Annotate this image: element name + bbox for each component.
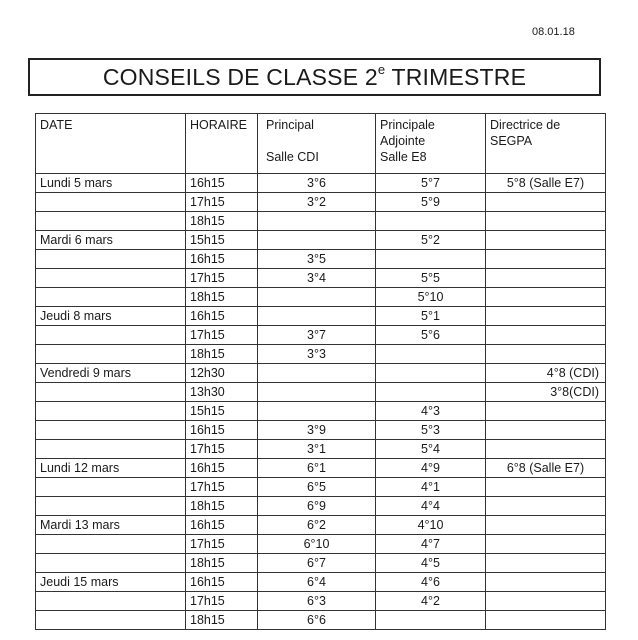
cell-principal — [258, 231, 376, 250]
cell-principal: 6°1 — [258, 459, 376, 478]
cell-directrice — [486, 440, 606, 459]
header-horaire — [186, 114, 258, 174]
cell-principale-adjointe — [376, 364, 486, 383]
cell-directrice — [486, 269, 606, 288]
cell-directrice — [486, 554, 606, 573]
cell-horaire: 16h15 — [186, 250, 258, 269]
cell-date — [36, 592, 186, 611]
header-date-label: DATE — [40, 118, 73, 132]
cell-directrice — [486, 231, 606, 250]
page-title — [103, 64, 526, 90]
table-row — [36, 611, 606, 630]
header-dir-line1: Directrice de — [490, 118, 561, 132]
cell-directrice — [486, 307, 606, 326]
header-directrice — [486, 114, 606, 174]
header-horaire-label: HORAIRE — [190, 118, 247, 132]
header-date — [36, 114, 186, 174]
cell-directrice: 4°8 (CDI) — [486, 364, 606, 383]
cell-principal — [258, 307, 376, 326]
cell-date — [36, 497, 186, 516]
cell-directrice: 3°8(CDI) — [486, 383, 606, 402]
cell-principal: 3°7 — [258, 326, 376, 345]
document-date: 08.01.18 — [532, 26, 575, 38]
cell-principal: 3°1 — [258, 440, 376, 459]
cell-principale-adjointe: 5°7 — [376, 174, 486, 193]
cell-horaire: 17h15 — [186, 326, 258, 345]
header-pa-line1: Principale — [380, 118, 435, 132]
cell-principale-adjointe: 4°4 — [376, 497, 486, 516]
table-row — [36, 535, 606, 554]
table-row — [36, 269, 606, 288]
cell-date — [36, 250, 186, 269]
cell-directrice — [486, 592, 606, 611]
cell-principal: 6°5 — [258, 478, 376, 497]
cell-principal: 3°9 — [258, 421, 376, 440]
cell-principale-adjointe — [376, 383, 486, 402]
table-row — [36, 459, 606, 478]
cell-principale-adjointe — [376, 250, 486, 269]
cell-horaire: 18h15 — [186, 497, 258, 516]
cell-principal: 3°4 — [258, 269, 376, 288]
cell-horaire: 18h15 — [186, 611, 258, 630]
cell-directrice — [486, 212, 606, 231]
cell-date — [36, 345, 186, 364]
cell-principal: 3°6 — [258, 174, 376, 193]
cell-date: Mardi 6 mars — [36, 231, 186, 250]
cell-horaire: 16h15 — [186, 516, 258, 535]
cell-horaire: 18h15 — [186, 212, 258, 231]
cell-principal: 6°3 — [258, 592, 376, 611]
table-row — [36, 554, 606, 573]
cell-date — [36, 554, 186, 573]
cell-principale-adjointe: 4°5 — [376, 554, 486, 573]
table-row — [36, 421, 606, 440]
table-row — [36, 307, 606, 326]
table-row — [36, 440, 606, 459]
cell-directrice — [486, 326, 606, 345]
cell-directrice — [486, 250, 606, 269]
cell-principal: 6°6 — [258, 611, 376, 630]
cell-principale-adjointe: 4°7 — [376, 535, 486, 554]
table-row — [36, 250, 606, 269]
table-row — [36, 364, 606, 383]
cell-horaire: 18h15 — [186, 288, 258, 307]
cell-directrice — [486, 516, 606, 535]
cell-date: Vendredi 9 mars — [36, 364, 186, 383]
cell-principal: 6°9 — [258, 497, 376, 516]
cell-horaire: 17h15 — [186, 440, 258, 459]
cell-directrice — [486, 288, 606, 307]
cell-date: Jeudi 8 mars — [36, 307, 186, 326]
table-row — [36, 497, 606, 516]
cell-principale-adjointe: 5°9 — [376, 193, 486, 212]
table-row — [36, 402, 606, 421]
cell-principal: 6°7 — [258, 554, 376, 573]
cell-principale-adjointe: 5°6 — [376, 326, 486, 345]
cell-horaire: 15h15 — [186, 402, 258, 421]
cell-principale-adjointe: 4°9 — [376, 459, 486, 478]
cell-directrice — [486, 345, 606, 364]
cell-principale-adjointe: 5°3 — [376, 421, 486, 440]
header-pa-room: Salle E8 — [380, 150, 427, 164]
cell-horaire: 16h15 — [186, 459, 258, 478]
header-principale-adjointe — [376, 114, 486, 174]
table-row — [36, 326, 606, 345]
cell-date: Jeudi 15 mars — [36, 573, 186, 592]
header-pa-line2: Adjointe — [380, 134, 426, 148]
cell-horaire: 16h15 — [186, 421, 258, 440]
cell-principal — [258, 383, 376, 402]
cell-horaire: 16h15 — [186, 307, 258, 326]
table-header-row — [36, 114, 606, 174]
schedule-body — [36, 174, 606, 630]
table-row — [36, 516, 606, 535]
table-row — [36, 288, 606, 307]
cell-directrice — [486, 478, 606, 497]
cell-principal — [258, 212, 376, 231]
cell-directrice — [486, 573, 606, 592]
table-row — [36, 573, 606, 592]
cell-principal: 3°2 — [258, 193, 376, 212]
cell-principale-adjointe — [376, 611, 486, 630]
cell-principale-adjointe: 5°5 — [376, 269, 486, 288]
cell-principal — [258, 288, 376, 307]
cell-principal: 3°3 — [258, 345, 376, 364]
title-main: CONSEILS DE CLASSE 2 — [102, 64, 378, 90]
cell-principale-adjointe: 5°10 — [376, 288, 486, 307]
cell-horaire: 12h30 — [186, 364, 258, 383]
table-row — [36, 193, 606, 212]
cell-horaire: 16h15 — [186, 174, 258, 193]
cell-horaire: 17h15 — [186, 478, 258, 497]
cell-directrice — [486, 535, 606, 554]
cell-date — [36, 212, 186, 231]
cell-principal: 6°10 — [258, 535, 376, 554]
header-principal — [258, 114, 376, 174]
cell-principale-adjointe: 5°2 — [376, 231, 486, 250]
table-row — [36, 212, 606, 231]
cell-principale-adjointe: 4°10 — [376, 516, 486, 535]
cell-directrice: 6°8 (Salle E7) — [486, 459, 606, 478]
cell-date — [36, 440, 186, 459]
cell-directrice — [486, 421, 606, 440]
cell-principale-adjointe: 4°3 — [376, 402, 486, 421]
table-row — [36, 231, 606, 250]
cell-horaire: 17h15 — [186, 193, 258, 212]
table-row — [36, 478, 606, 497]
cell-date — [36, 421, 186, 440]
cell-principale-adjointe: 5°4 — [376, 440, 486, 459]
cell-horaire: 15h15 — [186, 231, 258, 250]
cell-date — [36, 326, 186, 345]
cell-principal: 3°5 — [258, 250, 376, 269]
cell-horaire: 18h15 — [186, 554, 258, 573]
cell-date — [36, 288, 186, 307]
cell-horaire: 16h15 — [186, 573, 258, 592]
cell-horaire: 18h15 — [186, 345, 258, 364]
cell-date — [36, 535, 186, 554]
cell-principal — [258, 364, 376, 383]
cell-directrice — [486, 402, 606, 421]
cell-principale-adjointe: 4°1 — [376, 478, 486, 497]
cell-horaire: 13h30 — [186, 383, 258, 402]
table-row — [36, 383, 606, 402]
cell-directrice — [486, 497, 606, 516]
cell-date: Lundi 5 mars — [36, 174, 186, 193]
cell-directrice: 5°8 (Salle E7) — [486, 174, 606, 193]
cell-horaire: 17h15 — [186, 535, 258, 554]
cell-date — [36, 193, 186, 212]
cell-date — [36, 383, 186, 402]
schedule-table — [35, 113, 606, 630]
cell-principale-adjointe: 4°2 — [376, 592, 486, 611]
cell-directrice — [486, 611, 606, 630]
header-principal-title: Principal — [266, 118, 314, 132]
cell-horaire: 17h15 — [186, 269, 258, 288]
cell-date — [36, 611, 186, 630]
cell-date — [36, 478, 186, 497]
title-box — [28, 58, 601, 96]
cell-principal — [258, 402, 376, 421]
table-row — [36, 592, 606, 611]
cell-principal: 6°2 — [258, 516, 376, 535]
cell-date — [36, 402, 186, 421]
cell-principale-adjointe: 5°1 — [376, 307, 486, 326]
cell-principale-adjointe: 4°6 — [376, 573, 486, 592]
title-superscript: e — [377, 62, 386, 78]
cell-date: Mardi 13 mars — [36, 516, 186, 535]
cell-principale-adjointe — [376, 345, 486, 364]
header-dir-line2: SEGPA — [490, 134, 533, 148]
cell-principal: 6°4 — [258, 573, 376, 592]
header-principal-room: Salle CDI — [266, 150, 319, 164]
table-row — [36, 174, 606, 193]
cell-directrice — [486, 193, 606, 212]
title-suffix: TRIMESTRE — [385, 64, 527, 90]
cell-date — [36, 269, 186, 288]
table-row — [36, 345, 606, 364]
cell-date: Lundi 12 mars — [36, 459, 186, 478]
cell-horaire: 17h15 — [186, 592, 258, 611]
cell-principale-adjointe — [376, 212, 486, 231]
